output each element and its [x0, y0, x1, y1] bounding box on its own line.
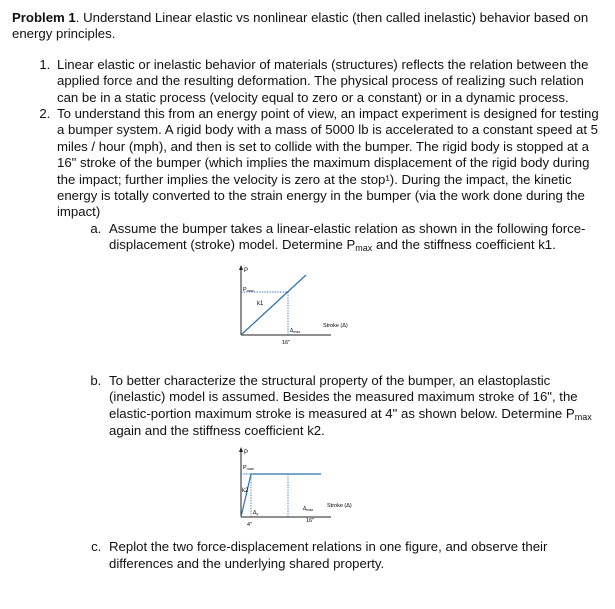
subquestion-a-sub: max [355, 243, 373, 254]
fig2-dmax-label: $\Delta_{max}$ [303, 506, 314, 513]
elastoplastic-figure [231, 443, 391, 531]
fig2-4-label: 4" [247, 522, 253, 529]
fig1-y-arrow [239, 265, 243, 270]
subquestion-c [105, 539, 603, 572]
fig1-16-label: 16" [282, 339, 291, 346]
question-list [12, 57, 603, 572]
fig1-dmax-label: $\Delta_{max}$ [290, 327, 301, 334]
problem-label: Problem 1 [12, 10, 76, 25]
subquestion-a-post: and the stiffness coefficient k1. [372, 237, 556, 253]
fig2-stroke-label: Stroke (Δ) [327, 503, 352, 510]
subquestion-b-post: again and the stiffness coefficient k2. [109, 422, 325, 438]
subquestion-b-sub: max [574, 411, 592, 422]
fig2-k2-label: k2 [242, 488, 249, 495]
question-item-2 [54, 106, 603, 572]
question-1-text: Linear elastic or inelastic behavior of materials (structures) reflects the relation between the applied force and the resulting deformation. The physical process of realizing such relation can be in a static process (velocity equal to zero or a constant) or in a dynamic process. [57, 56, 589, 105]
problem-intro: . Understand Linear elastic vs nonlinear elastic (then called inelastic) behavior based on energy principles. [12, 10, 589, 42]
fig2-16-label: 16" [306, 518, 315, 525]
fig2-y-arrow [239, 447, 243, 452]
fig1-p-label: P [244, 267, 249, 274]
fig2-pmax-label: Pmax [243, 465, 254, 472]
subquestion-b [105, 373, 603, 532]
linear-elastic-figure [231, 263, 391, 351]
fig2-p-label: P [244, 450, 249, 457]
fig1-k1-label: k1 [257, 300, 264, 307]
subquestion-a-pre: Assume the bumper takes a linear-elastic relation as shown in the following force-displacement (stroke) model. Determine P [109, 220, 586, 253]
problem-header [12, 10, 603, 43]
subquestion-b-pre: To better characterize the structural property of the bumper, an elastoplastic (inelastic) model is assumed. Besides the measured maximum stroke of 16", the elastic-portion maximum stroke is measured at 4" as shown below. Determine P [109, 372, 578, 421]
fig2-dy-label: $\Delta_y$ [253, 510, 259, 517]
fig1-pmax-label: Pmax [243, 286, 254, 293]
subquestion-a [105, 221, 603, 351]
subquestion-list [57, 221, 603, 572]
fig1-linear-curve [241, 275, 306, 335]
question-2-text: To understand this from an energy point of view, an impact experiment is designed for testing a bumper system. A rigid body with a mass of 5000 lb is accelerated to a constant speed at 5 miles / hour (mph), and then is set to collide with the bumper. The rigid body is stopped at a 16" stroke of the bumper (which implies the maximum displacement of the rigid body during the impact; further implies the velocity is zero at the stop¹). During the impact, the kinetic energy is totally converted to the strain energy in the bumper (via the work done during the impact) [57, 106, 599, 220]
question-item-1 [54, 57, 603, 106]
fig1-stroke-label: Stroke (Δ) [323, 322, 348, 329]
subquestion-c-text: Replot the two force-displacement relations in one figure, and observe their differences and the underlying shared property. [109, 539, 548, 571]
